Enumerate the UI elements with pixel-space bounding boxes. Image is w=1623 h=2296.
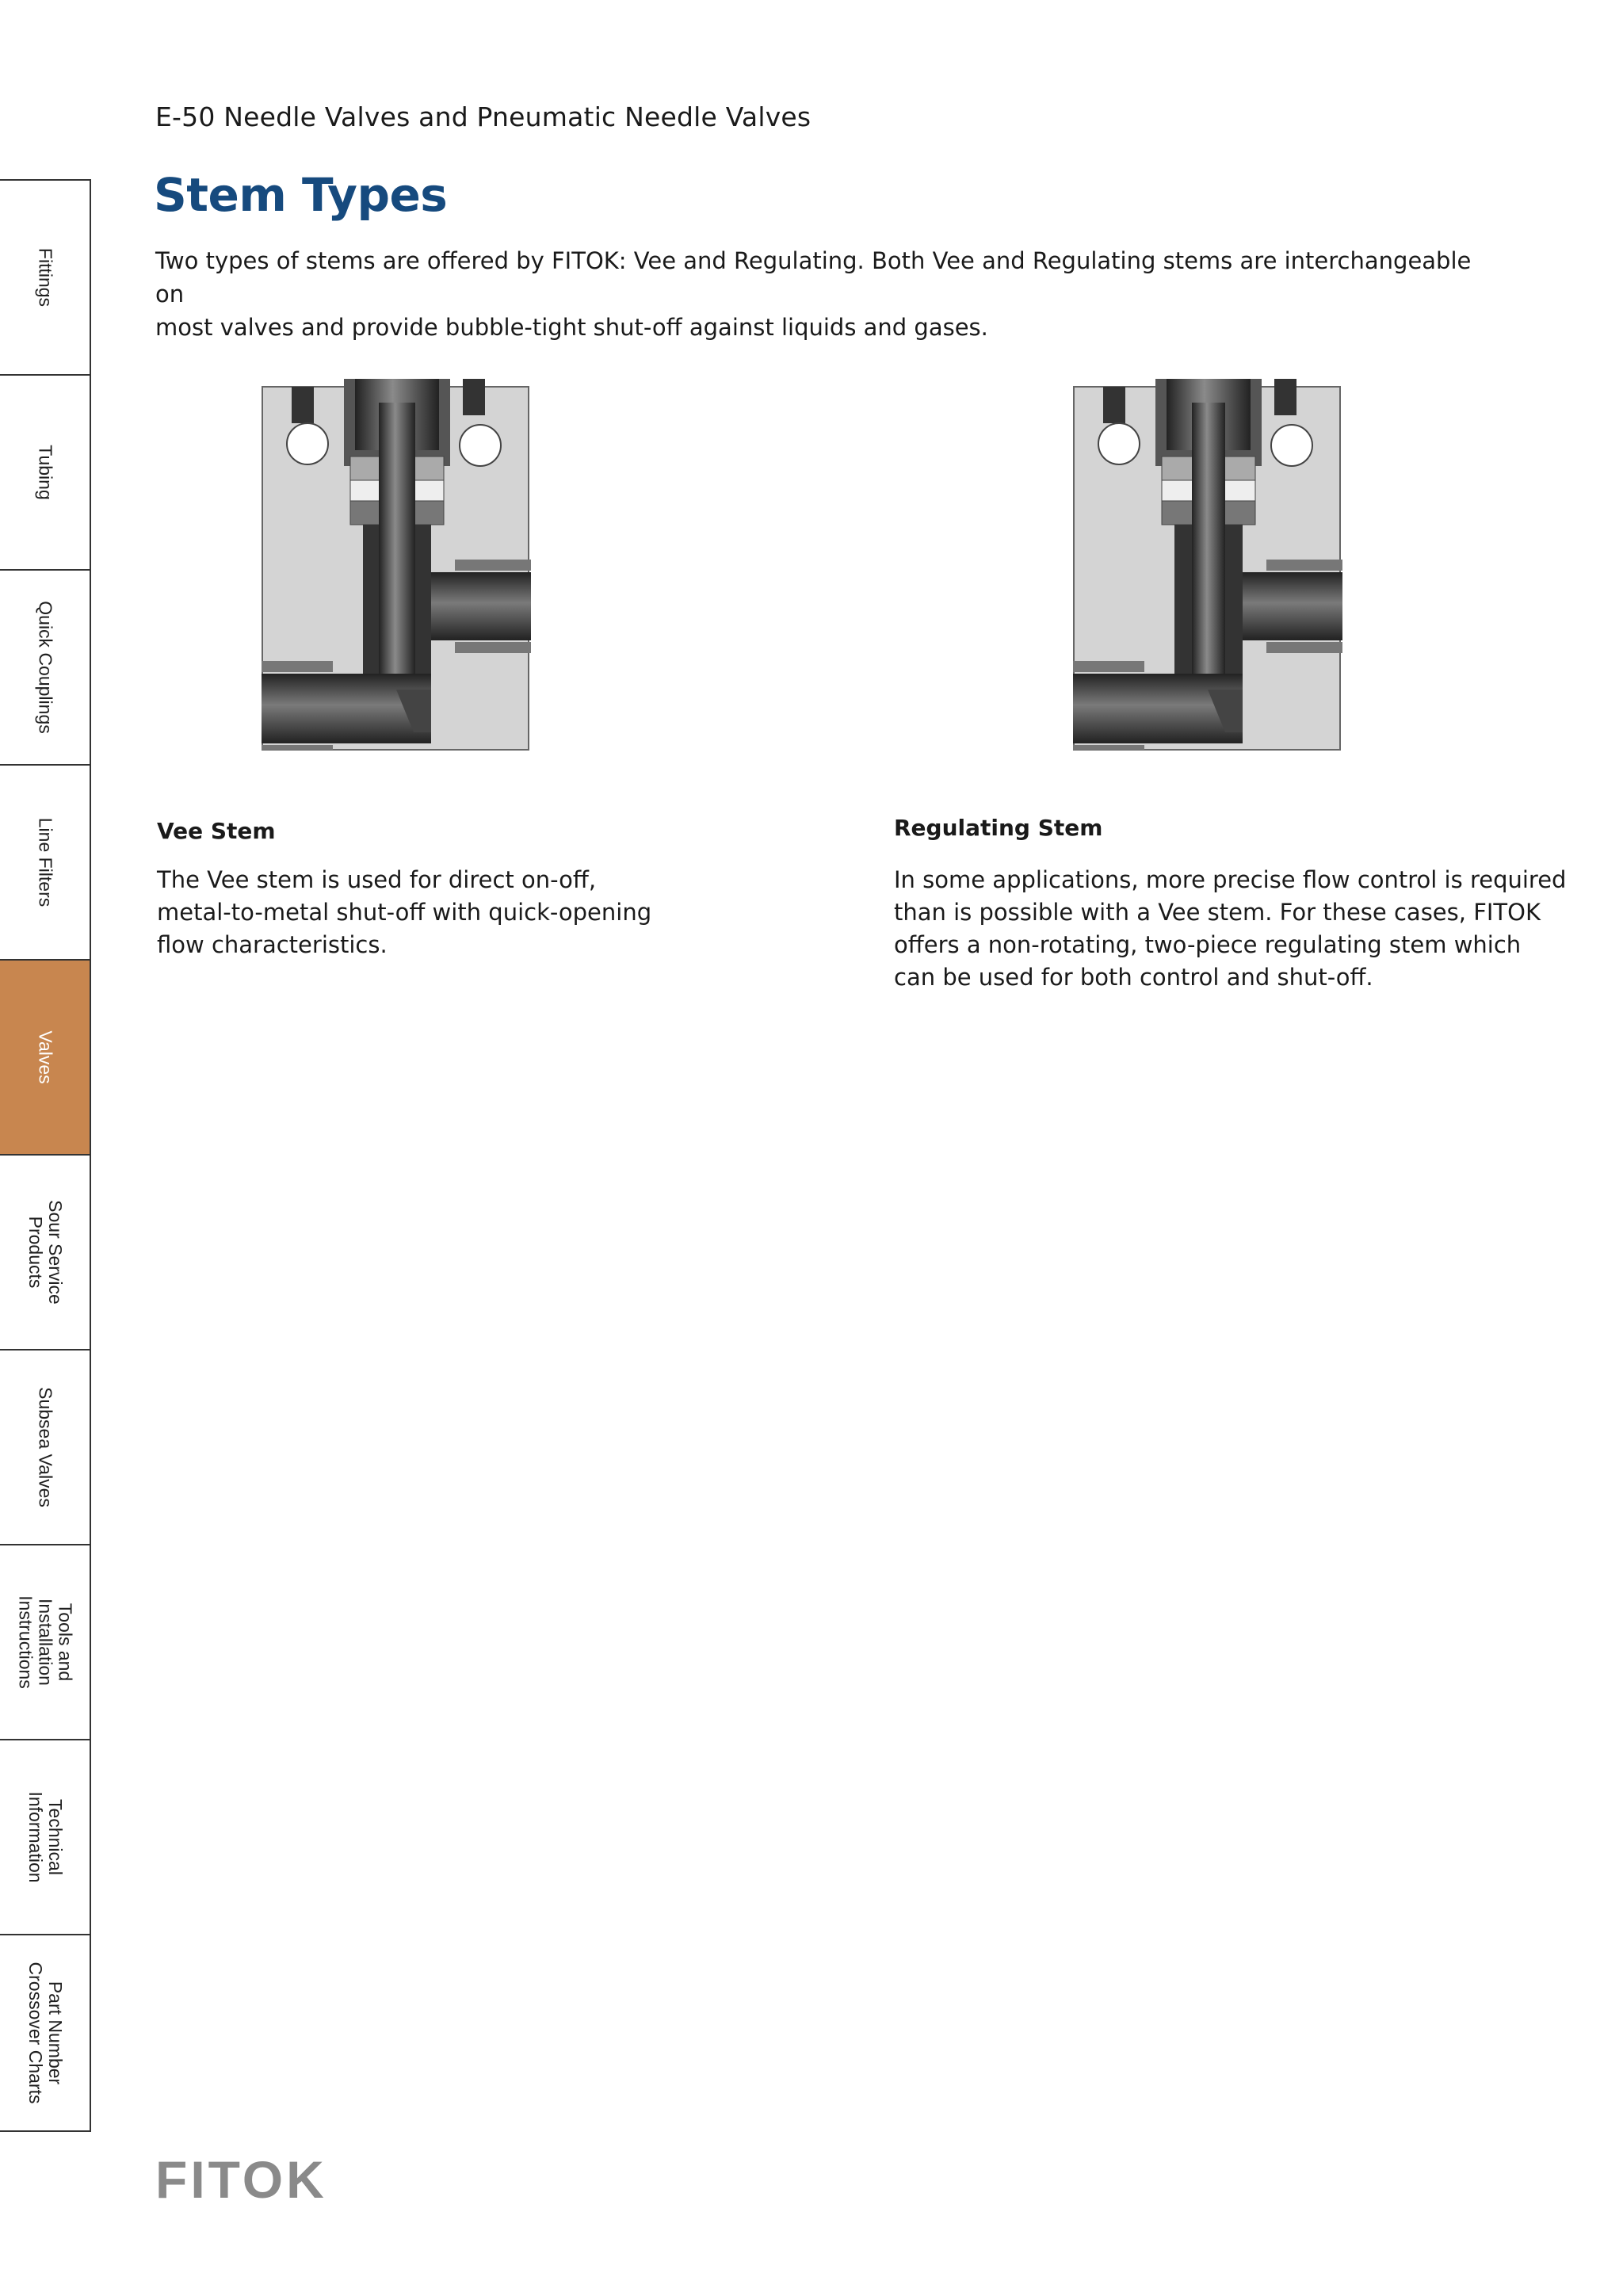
tab-label: Tubing <box>35 445 55 500</box>
tab-label: Subsea Valves <box>35 1387 55 1507</box>
tab-label: Tools and Installation Instructions <box>15 1595 75 1689</box>
vee-stem-line: The Vee stem is used for direct on-off, <box>157 866 597 893</box>
tab-label: Part Number Crossover Charts <box>25 1962 66 2104</box>
tab-label: Fittings <box>35 247 55 308</box>
intro-paragraph <box>155 244 1503 344</box>
vee-stem-title: Vee Stem <box>157 818 276 844</box>
tab-label: Sour Service Products <box>25 1200 66 1305</box>
tab-part-number-crossover[interactable] <box>0 1935 91 2130</box>
regulating-stem-line: can be used for both control and shut-off. <box>894 964 1373 991</box>
tab-valves[interactable] <box>0 961 91 1156</box>
section-title: Stem Types <box>154 168 448 222</box>
tab-label: Technical Information <box>25 1791 66 1883</box>
tab-quick-couplings[interactable] <box>0 571 91 766</box>
vee-stem-diagram <box>262 379 531 753</box>
tab-label: Line Filters <box>35 817 55 907</box>
regulating-stem-diagram <box>1073 379 1342 753</box>
regulating-stem-description <box>894 864 1607 994</box>
tab-tools-installation[interactable] <box>0 1545 91 1740</box>
tab-subsea-valves[interactable] <box>0 1350 91 1545</box>
vee-stem-description <box>157 864 759 961</box>
tab-line-filters[interactable] <box>0 766 91 961</box>
vee-stem-line: metal-to-metal shut-off with quick-opening <box>157 899 652 926</box>
page-header: E-50 Needle Valves and Pneumatic Needle Valves <box>155 101 812 132</box>
vee-stem-line: flow characteristics. <box>157 931 388 958</box>
regulating-stem-title: Regulating Stem <box>894 815 1103 841</box>
tab-label: Valves <box>35 1030 55 1084</box>
regulating-stem-line: than is possible with a Vee stem. For these cases, FITOK <box>894 899 1541 926</box>
tab-sour-service-products[interactable] <box>0 1156 91 1350</box>
regulating-stem-line: In some applications, more precise flow control is required <box>894 866 1567 893</box>
intro-line: most valves and provide bubble-tight shut-off against liquids and gases. <box>155 314 988 341</box>
tab-tubing[interactable] <box>0 376 91 571</box>
tab-technical-information[interactable] <box>0 1740 91 1935</box>
tab-fittings[interactable] <box>0 181 91 376</box>
tab-label: Quick Couplings <box>35 601 55 734</box>
side-tab-nav <box>0 179 91 2132</box>
regulating-stem-line: offers a non-rotating, two-piece regulating stem which <box>894 931 1522 958</box>
intro-line: Two types of stems are offered by FITOK: Vee and Regulating. Both Vee and Regulating stems are interchangeable on <box>155 247 1472 308</box>
fitok-logo: FITOK <box>155 2150 327 2209</box>
